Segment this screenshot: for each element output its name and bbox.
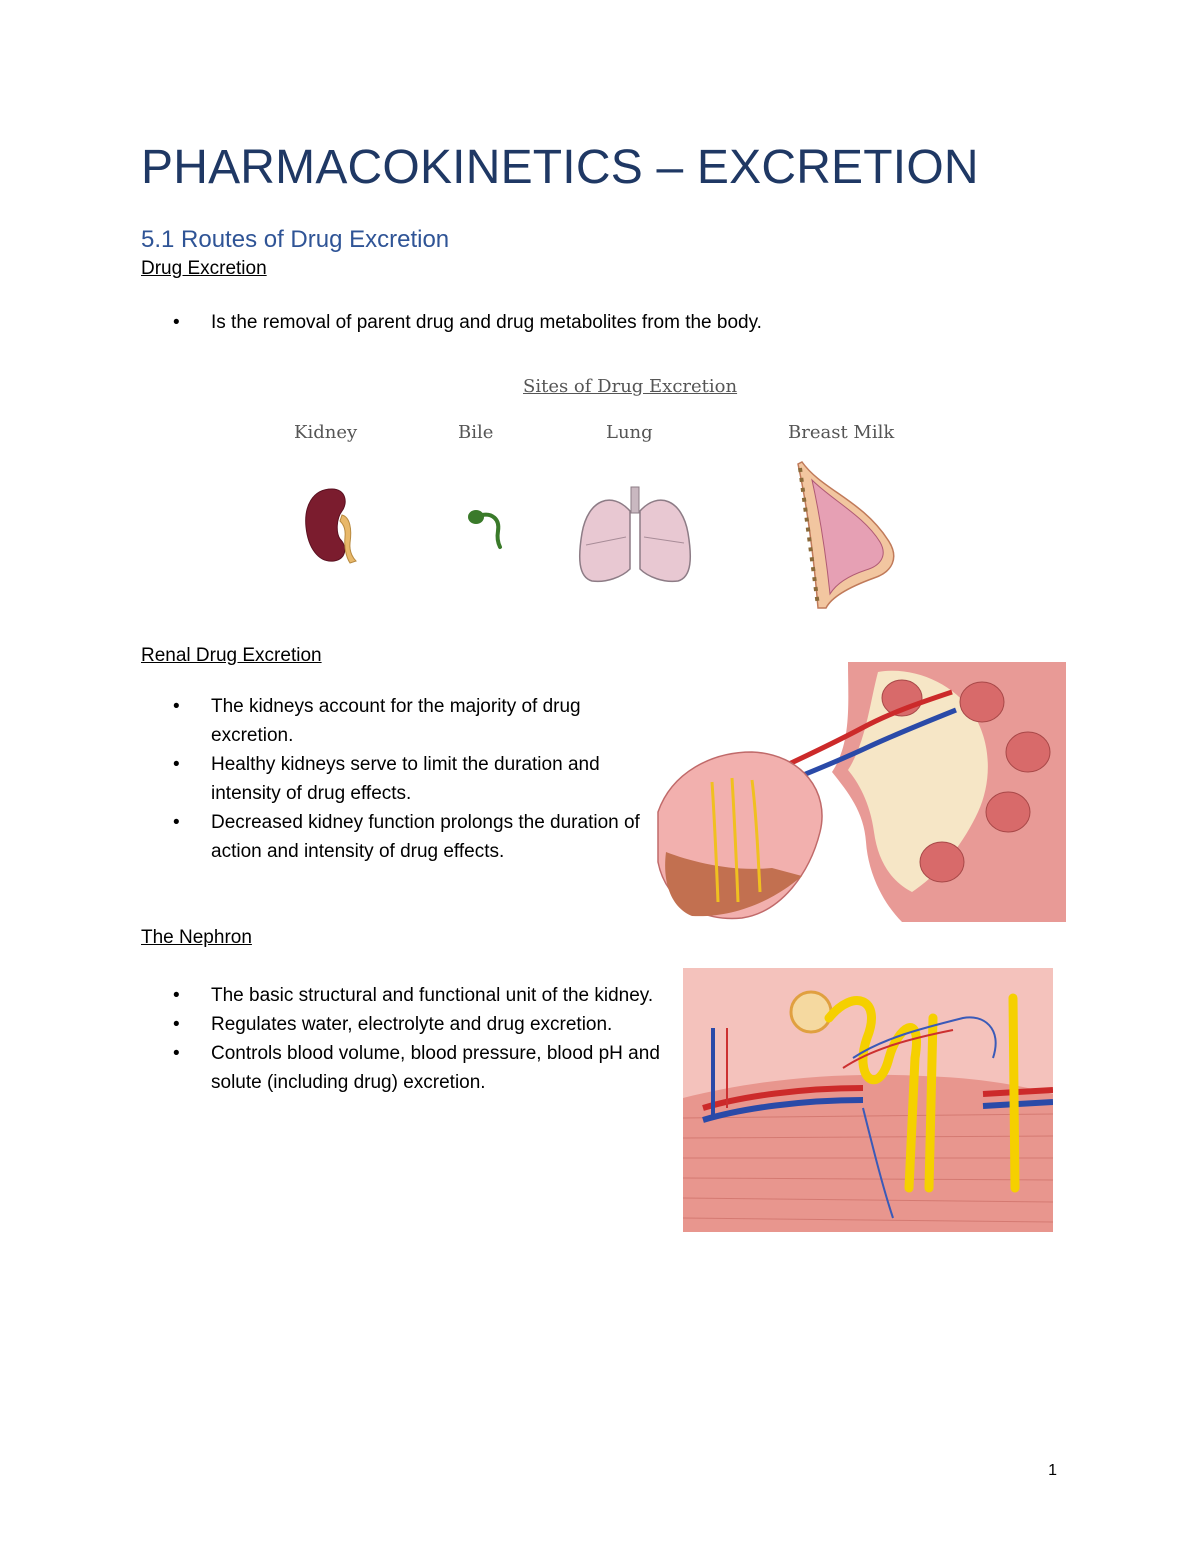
list-item: • The basic structural and functional unit of the kidney. [141,981,671,1010]
breast-illustration [792,460,904,610]
list-item: • Controls blood volume, blood pressure, blood pH and solute (including drug) excretion. [141,1039,671,1097]
list-item: • Healthy kidneys serve to limit the duration and intensity of drug effects. [141,750,641,808]
nephron-heading: The Nephron [141,927,252,948]
list-item: • Decreased kidney function prolongs the duration of action and intensity of drug effects. [141,808,641,866]
gallbladder-illustration [466,505,506,550]
kidney-cross-section-image [652,662,1066,922]
list-item: • Regulates water, electrolyte and drug excretion. [141,1010,671,1039]
kidney-illustration [302,485,362,565]
list-item: • Is the removal of parent drug and drug metabolites from the body. [141,308,1041,337]
drug-excretion-list [141,308,1041,337]
figure-label-breast-milk: Breast Milk [788,422,895,443]
renal-heading: Renal Drug Excretion [141,645,322,666]
figure-title: Sites of Drug Excretion [523,376,738,397]
list-item: • The kidneys account for the majority of drug excretion. [141,692,641,750]
drug-excretion-heading: Drug Excretion [141,258,267,279]
page-title: PHARMACOKINETICS – EXCRETION [141,141,979,194]
figure-label-kidney: Kidney [294,422,358,443]
nephron-list [141,981,671,1097]
figure-label-lung: Lung [606,422,653,443]
sites-figure [280,370,920,610]
lungs-illustration [576,485,694,585]
section-heading: 5.1 Routes of Drug Excretion [141,226,450,253]
page-number: 1 [1048,1462,1057,1479]
nephron-image [683,968,1053,1232]
figure-label-bile: Bile [458,422,494,443]
renal-list [141,692,641,866]
